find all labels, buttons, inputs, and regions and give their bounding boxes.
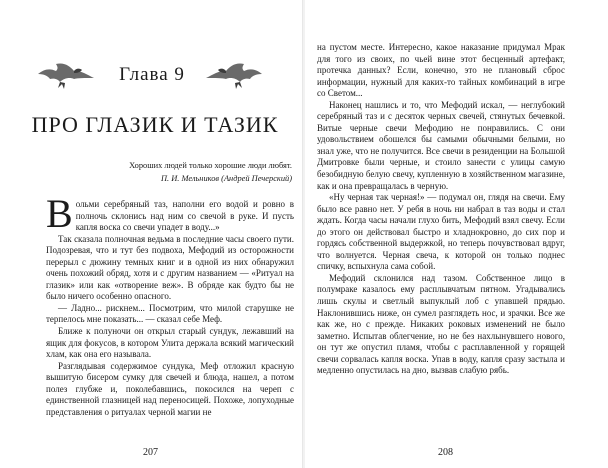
paragraph: «Ну черная так черная!» — подумал он, глядя на свечи. Ему было все равно нет. У ребя в ночь ни набрал в таз воды и стал ждать. Когда часы начали глухо бить, Мефодий взял свечу. Если до этого он действовал быстро и хладнокровно, до сих пор и гордясь собственной выдержкой, но теперь почувствовал вдруг, что волнуется. Черная свеча, к которой он только поднес спичку, вспыхнула сама собой. <box>317 192 565 272</box>
chapter-number: Глава 9 <box>119 64 185 85</box>
paragraph: Разглядывая содержимое сундука, Меф отложил красную вышитую бисером сумку для свечей и блюда, нашел, а потом полез глубже и, поколебавшись, покосился на череп с единственной глазницей над переносицей. Похоже, лопуходные представления о ритуалах черной магии не <box>46 360 294 417</box>
paragraph: — Ладно... рискнем... Посмотрим, что милой старушке не терпелось мне показать... — сказал себе Меф. <box>46 302 294 325</box>
paragraph: на пустом месте. Интересно, какое наказание придумал Мрак для того из своих, по чьей вине этот бесценный артефакт, протечка данных? Если, конечно, это не плановый сброс информации, нужный для каких-то тайных комбинаций в игре со Светом... <box>317 42 565 99</box>
epigraph-author: П. И. Мельников (Андрей Печерский) <box>161 174 292 183</box>
bat-icon <box>204 60 264 92</box>
epigraph-quote: Хороших людей только хорошие люди любят. <box>129 161 292 170</box>
chapter-title: ПРО ГЛАЗИК И ТАЗИК <box>31 112 279 137</box>
chapter-header <box>0 60 303 110</box>
drop-cap: В <box>46 191 73 236</box>
left-body-text <box>46 191 294 418</box>
paragraph: Так сказала полночная ведьма в последние часы своего пути. Подозревая, что и тут без подвоха, Мефодий из осторожности перерыл с дюжину темных книг и в одной из них обнаружил очень похожий обряд, хотя и с другим названием — «Ритуал на глазик» или как «отворение веж». В обряде как будто бы не было ничего особенно опасного. <box>46 233 294 302</box>
paragraph: Мефодий склонился над тазом. Собственное лицо в полумраке казалось ему расплывчатым пятном. Угадывались лишь скулы и светлый выпуклый лоб с упавшей прядью. Наклонившись ниже, он сумел разглядеть нос, и зрачки. Все же как же, но с прежде. Никаких роковых изменений не было заметно. Испытав облегчение, но не без нахлынувшего нового, он тут же опустил пламя, чтобы с расплавленной у горящей свечи сорвалась капля воска. Упав в воду, капля сразу застыла и медленно опустилась на дно, вызвав слабую рябь. <box>317 272 565 376</box>
bat-icon <box>36 60 96 92</box>
page-number: 207 <box>143 447 158 458</box>
right-page <box>305 0 608 468</box>
left-page <box>0 0 303 468</box>
right-body-text <box>317 42 565 377</box>
page-number: 208 <box>438 447 453 458</box>
paragraph: Наконец нашлись и то, что Мефодий искал, — неглубокий серебряный таз и с десяток черных свечей, стянутых бечевкой. Витые черные свечи Мефодию не понравились. С они удовольствием обошелся бы самыми обычными белыми, но знал уже, что не получится. Все свечи в резиденции на Большой Дмитровке были черные, и стоило занести с улицы самую безобидную белую свечу, купленную в хозяйственном магазине, как и она превращалась в черную. <box>317 99 565 191</box>
paragraph: Ближе к полуночи он открыл старый сундук, лежавший на ящик для фокусов, в котором Улита держала всякий магический хлам, как она его называла. <box>46 326 294 360</box>
paragraph: Вольми серебряный таз, наполни его водой и ровно в полночь склонись над ним со свечой в руке. И пусть капля воска со свечи упадет в воду...» <box>46 191 294 236</box>
